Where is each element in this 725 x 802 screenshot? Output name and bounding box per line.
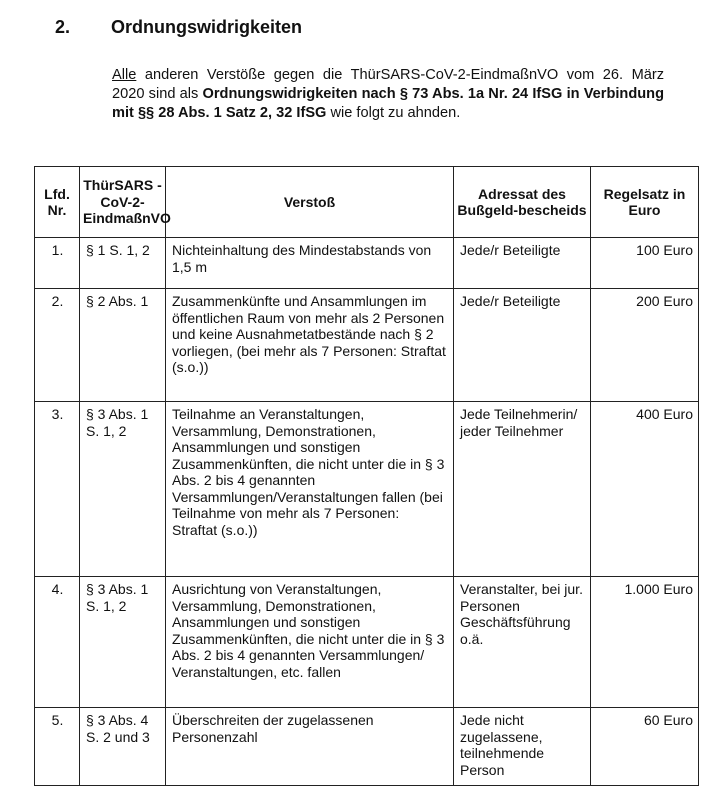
cell-law: § 3 Abs. 1 S. 1, 2 (80, 402, 166, 577)
fines-table (34, 166, 699, 786)
cell-offense: Teilnahme an Veranstaltungen, Versammlung, Demonstrationen, Ansammlungen und sonstigen Zusammenkünften, die nicht unter die in § 3 Abs. 2 bis 4 genannten Versammlungen/Veranstaltungen fallen (bei Teilnahme von mehr als 7 Personen: Straftat (s.o.)) (166, 402, 454, 577)
cell-addressee: Jede/r Beteiligte (454, 289, 591, 402)
cell-addressee: Jede nicht zugelassene, teilnehmende Person (454, 708, 591, 786)
cell-nr: 4. (35, 577, 80, 708)
cell-law: § 3 Abs. 4 S. 2 und 3 (80, 708, 166, 786)
cell-fine: 400 Euro (591, 402, 699, 577)
cell-law: § 1 S. 1, 2 (80, 238, 166, 289)
table-row (35, 577, 699, 708)
cell-fine: 60 Euro (591, 708, 699, 786)
cell-nr: 3. (35, 402, 80, 577)
table-row (35, 238, 699, 289)
section-title: Ordnungswidrigkeiten (111, 17, 303, 37)
table-header-row (35, 167, 699, 238)
cell-addressee: Veranstalter, bei jur. Personen Geschäftsführung o.ä. (454, 577, 591, 708)
cell-offense: Nichteinhaltung des Mindestabstands von 1,5 m (166, 238, 454, 289)
cell-nr: 5. (35, 708, 80, 786)
table-row (35, 402, 699, 577)
header-fine: Regelsatz in Euro (591, 167, 699, 238)
cell-offense: Zusammenkünfte und Ansammlungen im öffentlichen Raum von mehr als 2 Personen und keine Ausnahmetatbestände nach § 2 vorliegen, (bei mehr als 7 Personen: Straftat (s.o.)) (166, 289, 454, 402)
intro-paragraph (112, 66, 664, 123)
table-row (35, 289, 699, 402)
cell-fine: 200 Euro (591, 289, 699, 402)
cell-offense: Ausrichtung von Veranstaltungen, Versammlung, Demonstrationen, Ansammlungen und sonstigen Zusammenkünften, die nicht unter die in § 3 Abs. 2 bis 4 genannten Versammlungen/ Veranstaltungen, etc. fallen (166, 577, 454, 708)
cell-law: § 3 Abs. 1 S. 1, 2 (80, 577, 166, 708)
intro-bold-legal-reference: Ordnungswidrigkeiten nach § 73 Abs. 1a Nr. 24 IfSG in Verbindung mit §§ 28 Abs. 1 Satz 2, 32 IfSG (112, 86, 665, 121)
cell-nr: 1. (35, 238, 80, 289)
table-row (35, 708, 699, 786)
cell-nr: 2. (35, 289, 80, 402)
cell-fine: 100 Euro (591, 238, 699, 289)
intro-text-1: anderen Verstöße gegen die ThürSARS-CoV-2-EindmaßnVO vom 26. März 2020 sind als (112, 67, 664, 102)
header-law: ThürSARS -CoV-2-EindmaßnVO (80, 167, 166, 238)
header-addressee: Adressat des Bußgeld-bescheids (454, 167, 591, 238)
header-nr: Lfd. Nr. (35, 167, 80, 238)
header-offense: Verstoß (166, 167, 454, 238)
cell-addressee: Jede/r Beteiligte (454, 238, 591, 289)
cell-fine: 1.000 Euro (591, 577, 699, 708)
intro-alle: Alle (112, 67, 137, 83)
section-heading (55, 17, 302, 38)
intro-text-2: wie folgt zu ahnden. (326, 105, 461, 121)
section-number: 2. (55, 17, 71, 37)
cell-law: § 2 Abs. 1 (80, 289, 166, 402)
cell-addressee: Jede Teilnehmerin/ jeder Teilnehmer (454, 402, 591, 577)
cell-offense: Überschreiten der zugelassenen Personenzahl (166, 708, 454, 786)
